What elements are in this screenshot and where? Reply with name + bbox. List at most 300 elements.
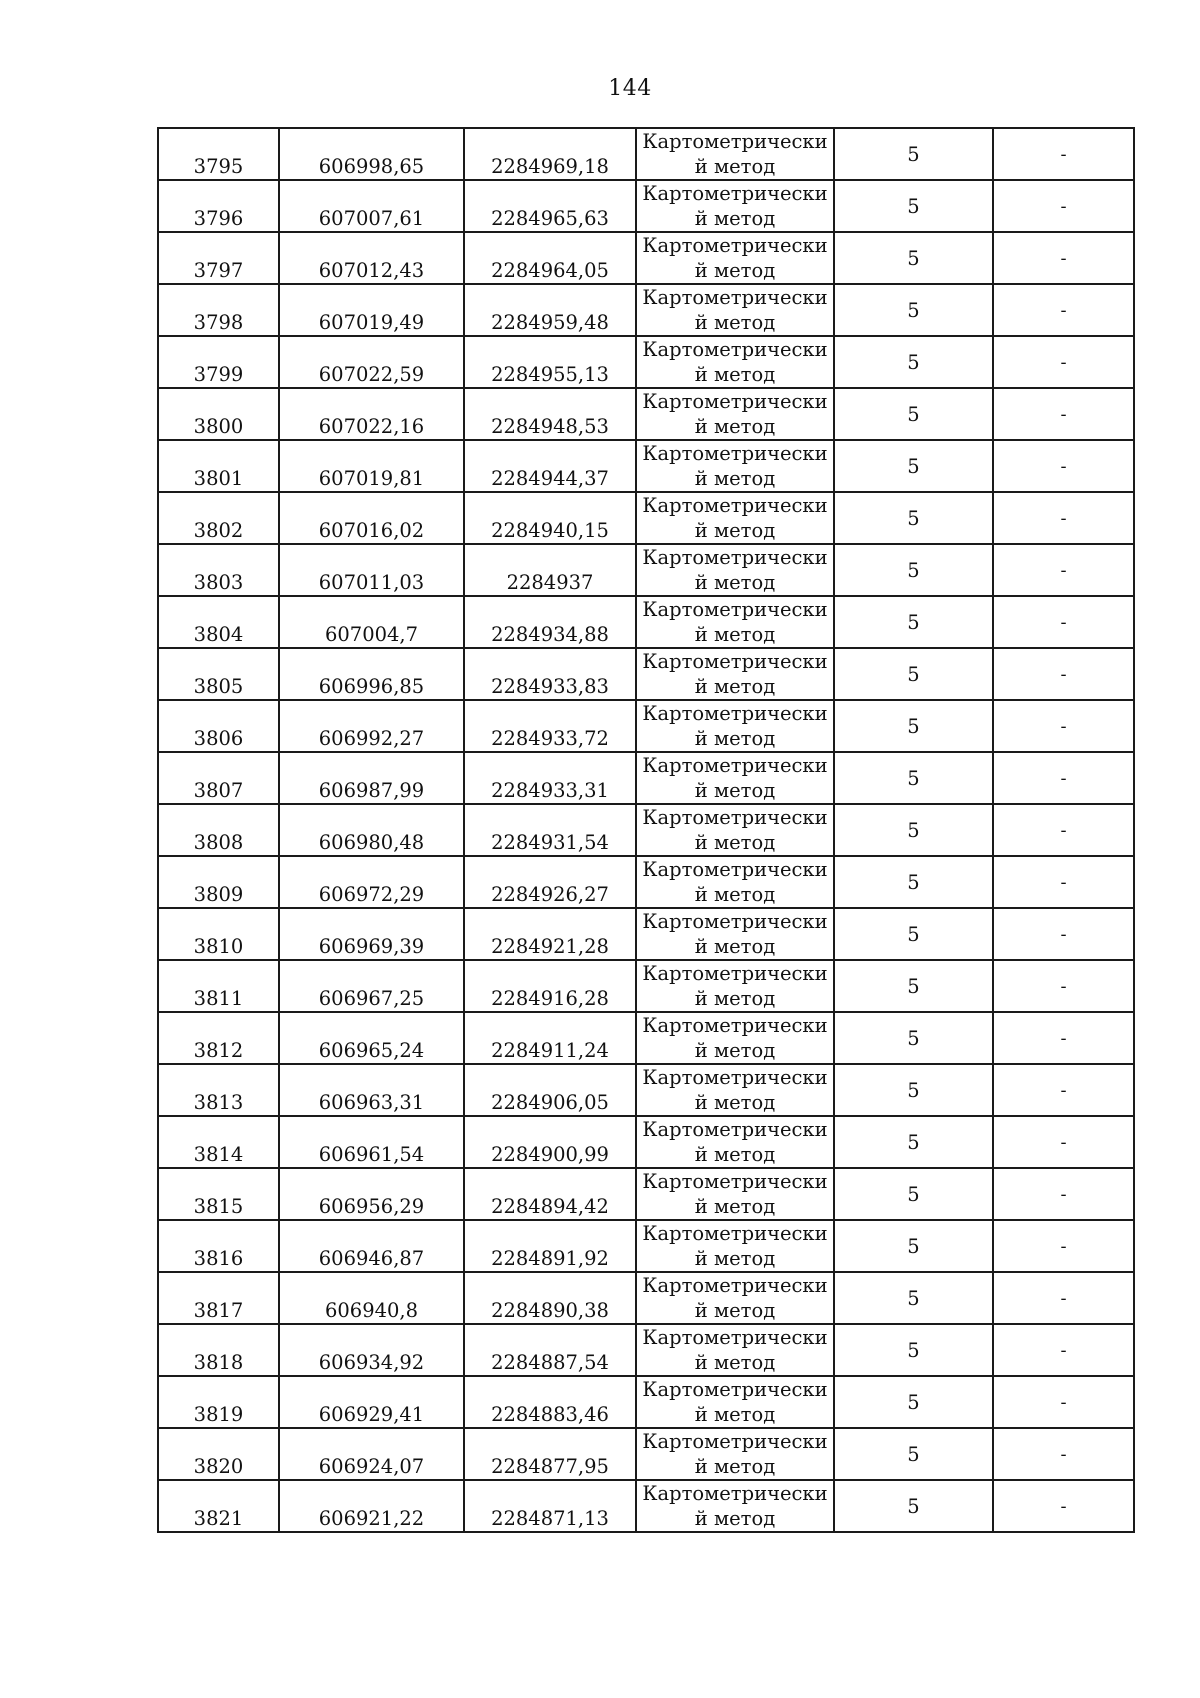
point-number-cell — [158, 388, 279, 440]
y-coordinate-cell — [464, 1012, 636, 1064]
y-coordinate-cell — [464, 596, 636, 648]
y-coordinate-cell — [464, 752, 636, 804]
y-coordinate-cell — [464, 700, 636, 752]
table-row — [158, 180, 1134, 232]
method-line-2: й метод — [694, 415, 776, 438]
accuracy-cell — [834, 908, 993, 960]
x-coordinate-cell — [279, 1116, 464, 1168]
method-line-1: Картометрически — [642, 182, 828, 205]
point-number: 3811 — [193, 987, 244, 1010]
note-cell — [993, 1376, 1134, 1428]
note-value: - — [1060, 508, 1067, 529]
x-coordinate: 606996,85 — [318, 675, 425, 698]
y-coordinate-cell — [464, 1064, 636, 1116]
method-line-1: Картометрически — [642, 1014, 828, 1037]
table-row — [158, 284, 1134, 336]
note-value: - — [1060, 1496, 1067, 1517]
method-line-2: й метод — [694, 987, 776, 1010]
x-coordinate: 607007,61 — [318, 207, 425, 230]
point-number: 3796 — [193, 207, 244, 230]
table-row — [158, 544, 1134, 596]
note-cell — [993, 1064, 1134, 1116]
accuracy-cell — [834, 804, 993, 856]
y-coordinate: 2284959,48 — [491, 311, 609, 334]
point-number-cell — [158, 1480, 279, 1532]
method-line-1: Картометрически — [642, 442, 828, 465]
x-coordinate-cell — [279, 440, 464, 492]
x-coordinate-cell — [279, 1480, 464, 1532]
accuracy-cell — [834, 1428, 993, 1480]
method-cell — [636, 1480, 834, 1532]
x-coordinate-cell — [279, 1428, 464, 1480]
x-coordinate-cell — [279, 128, 464, 180]
table-row — [158, 336, 1134, 388]
accuracy-value: 5 — [907, 454, 920, 478]
method-line-1: Картометрически — [642, 1430, 828, 1453]
table-row — [158, 232, 1134, 284]
y-coordinate: 2284887,54 — [491, 1351, 609, 1374]
note-cell — [993, 804, 1134, 856]
y-coordinate: 2284955,13 — [491, 363, 609, 386]
method-cell — [636, 180, 834, 232]
table-row — [158, 388, 1134, 440]
accuracy-value: 5 — [907, 1130, 920, 1154]
y-coordinate: 2284965,63 — [491, 207, 609, 230]
method-line-1: Картометрически — [642, 754, 828, 777]
table-row — [158, 960, 1134, 1012]
method-line-2: й метод — [694, 571, 776, 594]
method-line-2: й метод — [694, 363, 776, 386]
accuracy-cell — [834, 1272, 993, 1324]
point-number: 3820 — [193, 1455, 244, 1478]
accuracy-value: 5 — [907, 142, 920, 166]
note-value: - — [1060, 664, 1067, 685]
note-cell — [993, 180, 1134, 232]
note-value: - — [1060, 456, 1067, 477]
y-coordinate: 2284933,31 — [491, 779, 609, 802]
y-coordinate: 2284883,46 — [491, 1403, 609, 1426]
x-coordinate: 606992,27 — [318, 727, 425, 750]
accuracy-cell — [834, 700, 993, 752]
point-number: 3821 — [193, 1507, 244, 1530]
method-cell — [636, 1168, 834, 1220]
y-coordinate-cell — [464, 440, 636, 492]
table-row — [158, 648, 1134, 700]
note-value: - — [1060, 300, 1067, 321]
method-line-2: й метод — [694, 259, 776, 282]
method-line-1: Картометрически — [642, 1326, 828, 1349]
method-line-2: й метод — [694, 1039, 776, 1062]
y-coordinate: 2284911,24 — [491, 1039, 609, 1062]
method-line-2: й метод — [694, 1351, 776, 1374]
x-coordinate-cell — [279, 180, 464, 232]
note-cell — [993, 1012, 1134, 1064]
x-coordinate-cell — [279, 752, 464, 804]
method-line-2: й метод — [694, 883, 776, 906]
accuracy-cell — [834, 1220, 993, 1272]
y-coordinate-cell — [464, 908, 636, 960]
method-cell — [636, 1012, 834, 1064]
x-coordinate: 606965,24 — [318, 1039, 425, 1062]
accuracy-value: 5 — [907, 506, 920, 530]
y-coordinate-cell — [464, 284, 636, 336]
point-number-cell — [158, 1272, 279, 1324]
point-number-cell — [158, 804, 279, 856]
accuracy-value: 5 — [907, 714, 920, 738]
y-coordinate-cell — [464, 128, 636, 180]
point-number-cell — [158, 544, 279, 596]
table-row — [158, 700, 1134, 752]
x-coordinate-cell — [279, 1168, 464, 1220]
point-number-cell — [158, 284, 279, 336]
x-coordinate-cell — [279, 908, 464, 960]
y-coordinate-cell — [464, 1376, 636, 1428]
method-line-1: Картометрически — [642, 650, 828, 673]
accuracy-cell — [834, 440, 993, 492]
method-cell — [636, 596, 834, 648]
accuracy-cell — [834, 1012, 993, 1064]
table-row — [158, 1168, 1134, 1220]
accuracy-value: 5 — [907, 298, 920, 322]
x-coordinate-cell — [279, 1376, 464, 1428]
point-number: 3813 — [193, 1091, 244, 1114]
x-coordinate: 606972,29 — [318, 883, 425, 906]
method-cell — [636, 1064, 834, 1116]
accuracy-value: 5 — [907, 662, 920, 686]
accuracy-cell — [834, 232, 993, 284]
accuracy-value: 5 — [907, 610, 920, 634]
point-number: 3806 — [193, 727, 244, 750]
accuracy-value: 5 — [907, 246, 920, 270]
note-value: - — [1060, 1132, 1067, 1153]
method-cell — [636, 856, 834, 908]
x-coordinate-cell — [279, 1012, 464, 1064]
method-line-2: й метод — [694, 311, 776, 334]
point-number-cell — [158, 752, 279, 804]
method-line-1: Картометрически — [642, 962, 828, 985]
x-coordinate-cell — [279, 804, 464, 856]
method-cell — [636, 128, 834, 180]
x-coordinate: 606924,07 — [318, 1455, 425, 1478]
y-coordinate-cell — [464, 336, 636, 388]
note-value: - — [1060, 976, 1067, 997]
note-value: - — [1060, 1444, 1067, 1465]
x-coordinate: 606961,54 — [318, 1143, 425, 1166]
note-value: - — [1060, 352, 1067, 373]
x-coordinate-cell — [279, 960, 464, 1012]
point-number-cell — [158, 648, 279, 700]
accuracy-cell — [834, 752, 993, 804]
note-cell — [993, 596, 1134, 648]
note-value: - — [1060, 716, 1067, 737]
method-line-2: й метод — [694, 935, 776, 958]
accuracy-value: 5 — [907, 1078, 920, 1102]
method-line-1: Картометрически — [642, 702, 828, 725]
x-coordinate: 607012,43 — [318, 259, 425, 282]
method-line-1: Картометрически — [642, 1170, 828, 1193]
point-number: 3800 — [193, 415, 244, 438]
y-coordinate: 2284969,18 — [491, 155, 609, 178]
accuracy-cell — [834, 960, 993, 1012]
point-number: 3816 — [193, 1247, 244, 1270]
method-line-1: Картометрически — [642, 130, 828, 153]
point-number-cell — [158, 180, 279, 232]
accuracy-value: 5 — [907, 766, 920, 790]
method-cell — [636, 1376, 834, 1428]
x-coordinate-cell — [279, 1220, 464, 1272]
table-row — [158, 128, 1134, 180]
note-value: - — [1060, 1392, 1067, 1413]
note-cell — [993, 336, 1134, 388]
accuracy-cell — [834, 648, 993, 700]
accuracy-cell — [834, 336, 993, 388]
point-number: 3807 — [193, 779, 244, 802]
method-line-1: Картометрически — [642, 234, 828, 257]
method-line-2: й метод — [694, 467, 776, 490]
y-coordinate-cell — [464, 804, 636, 856]
point-number: 3810 — [193, 935, 244, 958]
point-number-cell — [158, 232, 279, 284]
y-coordinate: 2284926,27 — [491, 883, 609, 906]
point-number-cell — [158, 128, 279, 180]
accuracy-value: 5 — [907, 1182, 920, 1206]
point-number: 3798 — [193, 311, 244, 334]
x-coordinate-cell — [279, 700, 464, 752]
method-line-2: й метод — [694, 675, 776, 698]
x-coordinate-cell — [279, 232, 464, 284]
method-line-2: й метод — [694, 779, 776, 802]
note-value: - — [1060, 820, 1067, 841]
accuracy-cell — [834, 1480, 993, 1532]
y-coordinate-cell — [464, 1220, 636, 1272]
point-number-cell — [158, 1220, 279, 1272]
accuracy-value: 5 — [907, 558, 920, 582]
note-value: - — [1060, 872, 1067, 893]
note-value: - — [1060, 1340, 1067, 1361]
x-coordinate-cell — [279, 856, 464, 908]
x-coordinate: 606940,8 — [324, 1299, 419, 1322]
point-number-cell — [158, 1428, 279, 1480]
table-row — [158, 1116, 1134, 1168]
note-cell — [993, 1220, 1134, 1272]
y-coordinate-cell — [464, 180, 636, 232]
x-coordinate: 607022,16 — [318, 415, 425, 438]
method-line-2: й метод — [694, 623, 776, 646]
method-cell — [636, 544, 834, 596]
method-cell — [636, 1272, 834, 1324]
method-line-1: Картометрически — [642, 546, 828, 569]
point-number-cell — [158, 1324, 279, 1376]
y-coordinate: 2284948,53 — [491, 415, 609, 438]
y-coordinate: 2284877,95 — [491, 1455, 609, 1478]
method-line-1: Картометрически — [642, 1118, 828, 1141]
point-number: 3805 — [193, 675, 244, 698]
method-cell — [636, 492, 834, 544]
method-line-2: й метод — [694, 1455, 776, 1478]
accuracy-value: 5 — [907, 350, 920, 374]
accuracy-value: 5 — [907, 1234, 920, 1258]
point-number: 3819 — [193, 1403, 244, 1426]
table-row — [158, 1480, 1134, 1532]
y-coordinate: 2284933,72 — [491, 727, 609, 750]
table-row — [158, 804, 1134, 856]
method-line-1: Картометрически — [642, 1066, 828, 1089]
table-row — [158, 752, 1134, 804]
method-line-1: Картометрически — [642, 858, 828, 881]
note-cell — [993, 752, 1134, 804]
point-number: 3815 — [193, 1195, 244, 1218]
accuracy-value: 5 — [907, 194, 920, 218]
point-number: 3812 — [193, 1039, 244, 1062]
table-row — [158, 908, 1134, 960]
method-line-1: Картометрически — [642, 598, 828, 621]
y-coordinate: 2284931,54 — [491, 831, 609, 854]
accuracy-value: 5 — [907, 1286, 920, 1310]
table-row — [158, 1376, 1134, 1428]
y-coordinate-cell — [464, 1168, 636, 1220]
x-coordinate: 607004,7 — [324, 623, 419, 646]
note-value: - — [1060, 768, 1067, 789]
point-number: 3803 — [193, 571, 244, 594]
note-cell — [993, 544, 1134, 596]
point-number-cell — [158, 336, 279, 388]
y-coordinate: 2284894,42 — [491, 1195, 609, 1218]
note-cell — [993, 440, 1134, 492]
y-coordinate: 2284940,15 — [491, 519, 609, 542]
point-number-cell — [158, 700, 279, 752]
point-number-cell — [158, 908, 279, 960]
method-line-1: Картометрически — [642, 1378, 828, 1401]
accuracy-value: 5 — [907, 870, 920, 894]
x-coordinate-cell — [279, 1064, 464, 1116]
accuracy-value: 5 — [907, 1390, 920, 1414]
accuracy-cell — [834, 1168, 993, 1220]
method-line-2: й метод — [694, 207, 776, 230]
accuracy-cell — [834, 180, 993, 232]
y-coordinate: 2284871,13 — [491, 1507, 609, 1530]
accuracy-cell — [834, 856, 993, 908]
point-number: 3818 — [193, 1351, 244, 1374]
x-coordinate: 606946,87 — [318, 1247, 425, 1270]
table-row — [158, 440, 1134, 492]
y-coordinate: 2284890,38 — [491, 1299, 609, 1322]
note-cell — [993, 1272, 1134, 1324]
coordinates-table — [157, 127, 1135, 1533]
y-coordinate-cell — [464, 1480, 636, 1532]
note-cell — [993, 1324, 1134, 1376]
accuracy-value: 5 — [907, 1338, 920, 1362]
note-cell — [993, 388, 1134, 440]
method-line-1: Картометрически — [642, 286, 828, 309]
note-value: - — [1060, 196, 1067, 217]
y-coordinate-cell — [464, 1428, 636, 1480]
accuracy-cell — [834, 1376, 993, 1428]
y-coordinate-cell — [464, 960, 636, 1012]
accuracy-cell — [834, 388, 993, 440]
method-line-2: й метод — [694, 1299, 776, 1322]
y-coordinate: 2284921,28 — [491, 935, 609, 958]
note-value: - — [1060, 1028, 1067, 1049]
table-row — [158, 856, 1134, 908]
x-coordinate: 606934,92 — [318, 1351, 425, 1374]
x-coordinate: 606987,99 — [318, 779, 425, 802]
method-line-1: Картометрически — [642, 1482, 828, 1505]
y-coordinate-cell — [464, 1116, 636, 1168]
table-row — [158, 492, 1134, 544]
point-number: 3795 — [193, 155, 244, 178]
method-cell — [636, 804, 834, 856]
method-line-2: й метод — [694, 831, 776, 854]
x-coordinate: 607022,59 — [318, 363, 425, 386]
table-row — [158, 1220, 1134, 1272]
note-value: - — [1060, 924, 1067, 945]
method-cell — [636, 1428, 834, 1480]
method-cell — [636, 1116, 834, 1168]
accuracy-cell — [834, 284, 993, 336]
x-coordinate-cell — [279, 336, 464, 388]
y-coordinate-cell — [464, 544, 636, 596]
point-number: 3802 — [193, 519, 244, 542]
accuracy-cell — [834, 1324, 993, 1376]
note-value: - — [1060, 1080, 1067, 1101]
method-cell — [636, 284, 834, 336]
note-cell — [993, 908, 1134, 960]
note-value: - — [1060, 612, 1067, 633]
method-line-1: Картометрически — [642, 390, 828, 413]
y-coordinate-cell — [464, 492, 636, 544]
method-cell — [636, 440, 834, 492]
point-number: 3799 — [193, 363, 244, 386]
y-coordinate: 2284891,92 — [491, 1247, 609, 1270]
y-coordinate-cell — [464, 1272, 636, 1324]
accuracy-value: 5 — [907, 922, 920, 946]
method-line-2: й метод — [694, 1507, 776, 1530]
x-coordinate: 606967,25 — [318, 987, 425, 1010]
note-cell — [993, 1116, 1134, 1168]
method-line-2: й метод — [694, 1247, 776, 1270]
table-row — [158, 1428, 1134, 1480]
point-number-cell — [158, 1012, 279, 1064]
x-coordinate: 607016,02 — [318, 519, 425, 542]
method-line-2: й метод — [694, 1403, 776, 1426]
accuracy-value: 5 — [907, 1494, 920, 1518]
note-value: - — [1060, 1236, 1067, 1257]
method-line-1: Картометрически — [642, 1222, 828, 1245]
table-row — [158, 1012, 1134, 1064]
point-number-cell — [158, 1064, 279, 1116]
point-number-cell — [158, 1376, 279, 1428]
note-cell — [993, 960, 1134, 1012]
accuracy-cell — [834, 1116, 993, 1168]
point-number-cell — [158, 856, 279, 908]
point-number: 3797 — [193, 259, 244, 282]
method-line-2: й метод — [694, 1143, 776, 1166]
method-line-1: Картометрически — [642, 338, 828, 361]
x-coordinate-cell — [279, 388, 464, 440]
point-number: 3804 — [193, 623, 244, 646]
table-row — [158, 1064, 1134, 1116]
y-coordinate: 2284916,28 — [491, 987, 609, 1010]
accuracy-value: 5 — [907, 1442, 920, 1466]
y-coordinate: 2284944,37 — [491, 467, 609, 490]
accuracy-cell — [834, 492, 993, 544]
accuracy-value: 5 — [907, 1026, 920, 1050]
page-number: 144 — [608, 76, 652, 101]
note-cell — [993, 284, 1134, 336]
method-line-2: й метод — [694, 1091, 776, 1114]
x-coordinate-cell — [279, 648, 464, 700]
method-cell — [636, 908, 834, 960]
